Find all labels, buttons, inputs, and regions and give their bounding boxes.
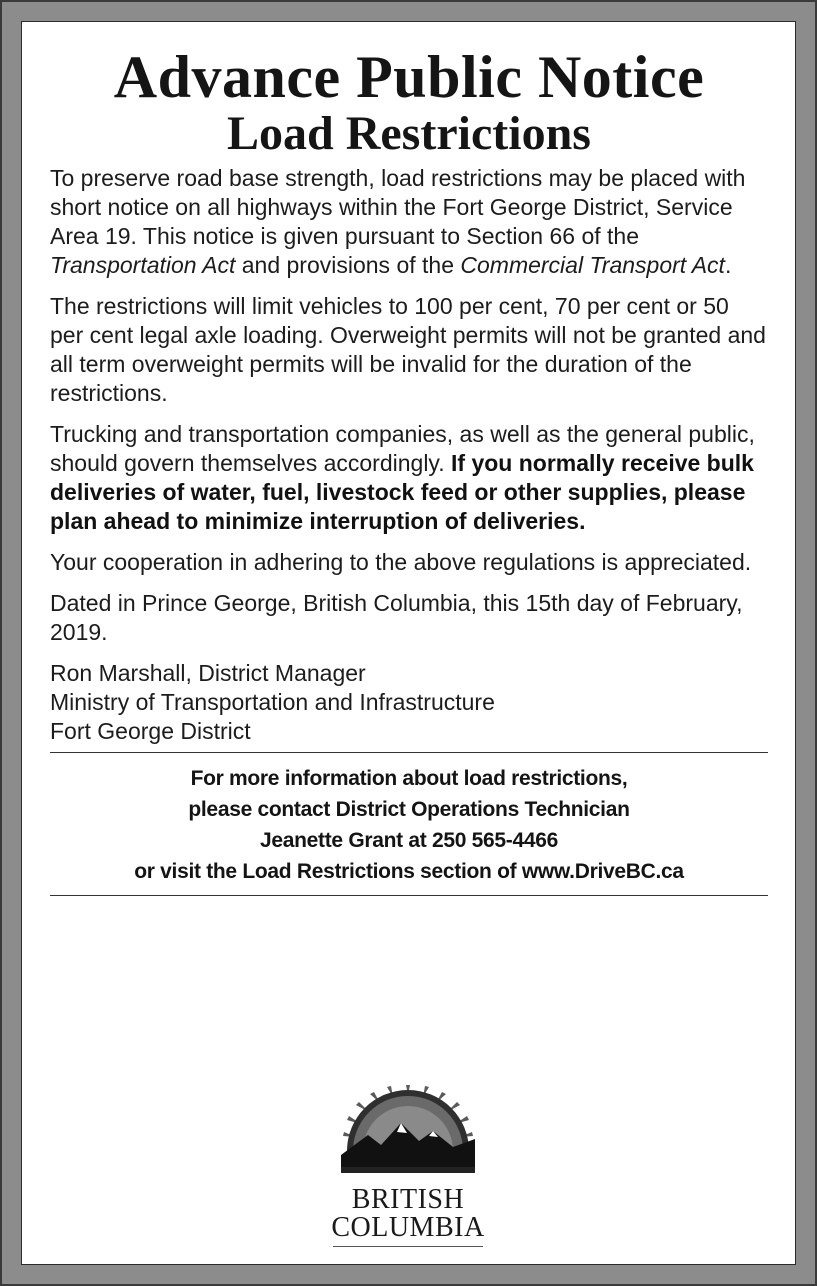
- notice-subtitle: Load Restrictions: [227, 107, 591, 160]
- contact-line: or visit the Load Restrictions section of www.DriveBC.ca: [134, 860, 684, 883]
- signature-district: Fort George District: [50, 718, 251, 744]
- logo-underline: [333, 1246, 483, 1247]
- contact-line: please contact District Operations Technician: [188, 798, 630, 821]
- paragraph-text: and provisions of the: [235, 252, 461, 278]
- paragraph-preserve-road: [50, 164, 768, 280]
- bc-sun-mountains-icon: [323, 1085, 493, 1177]
- notice-content: [50, 46, 768, 896]
- paragraph-restrictions: The restrictions will limit vehicles to 100 per cent, 70 per cent or 50 per cent legal axle loading. Overweight permits will not be granted and all term overweight permits will be invalid for the duration of the restrictions.: [50, 293, 766, 406]
- logo-line-columbia: COLUMBIA: [331, 1212, 485, 1243]
- transportation-act-ref: Transportation Act: [50, 252, 236, 278]
- contact-info: [50, 763, 768, 887]
- bulk-deliveries-warning: If you normally receive bulk deliveries of water, fuel, livestock feed or other supplies, please plan ahead to minimize interruption of deliveries.: [50, 450, 754, 534]
- paragraph-dated: Dated in Prince George, British Columbia, this 15th day of February, 2019.: [50, 590, 743, 645]
- contact-line: Jeanette Grant at 250 565-4466: [259, 829, 558, 852]
- bc-logo: [323, 1085, 493, 1245]
- paragraph-text: .: [724, 252, 732, 278]
- signature-ministry: Ministry of Transportation and Infrastructure: [50, 689, 495, 715]
- commercial-transport-act-ref: Commercial Transport Act: [460, 252, 725, 278]
- contact-line: For more information about load restrictions,: [190, 767, 628, 790]
- notice-title: Advance Public Notice: [113, 44, 705, 110]
- logo-line-british: BRITISH: [351, 1184, 465, 1215]
- paragraph-text: Trucking and transportation companies, as well as the general public, should govern themselves accordingly.: [50, 421, 755, 476]
- divider-top: [50, 752, 768, 753]
- divider-bottom: [50, 895, 768, 896]
- signature-block: [50, 659, 768, 746]
- signature-name: Ron Marshall, District Manager: [50, 660, 366, 686]
- paragraph-cooperation: Your cooperation in adhering to the above regulations is appreciated.: [50, 549, 752, 575]
- paragraph-text: To preserve road base strength, load restrictions may be placed with short notice on all highways within the Fort George District, Service Area 19. This notice is given pursuant to Section 66 of the: [50, 165, 746, 249]
- paragraph-trucking: [50, 420, 768, 536]
